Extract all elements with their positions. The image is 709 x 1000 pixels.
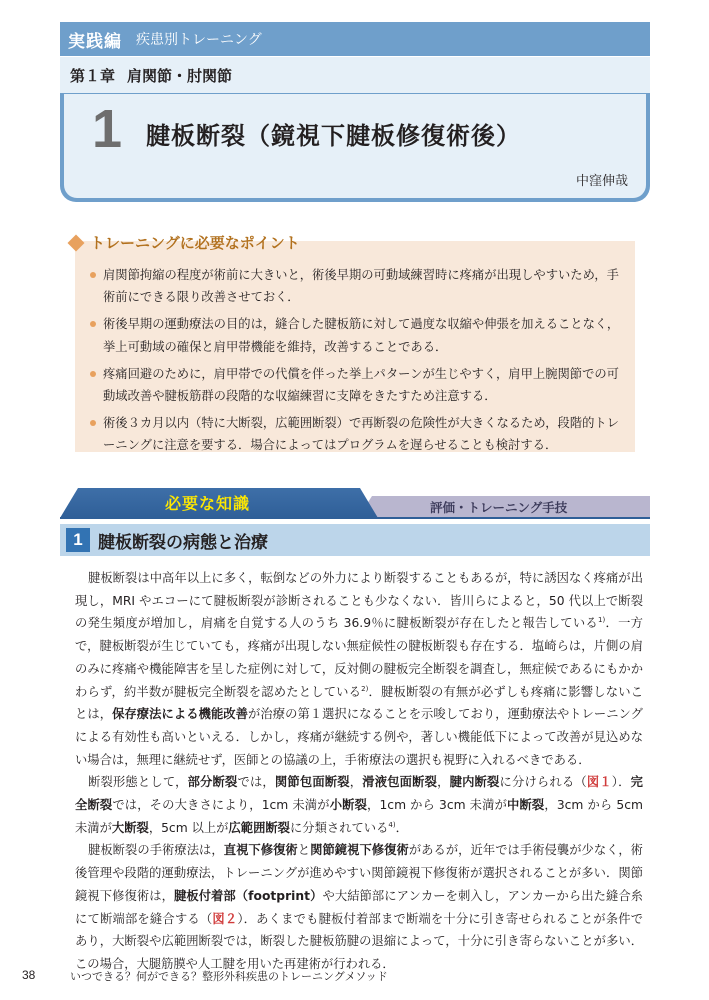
bold-term: 直視下修復術: [223, 843, 298, 858]
paragraph: [75, 771, 643, 839]
text-run: ）．: [611, 775, 631, 790]
text-run: ，1cm から 3cm 未満が: [367, 798, 508, 813]
paragraph: [75, 839, 643, 975]
citation: 2): [361, 684, 369, 693]
points-title: トレーニングに必要なポイント: [90, 234, 300, 252]
list-item: [90, 264, 624, 308]
citation: 1): [598, 616, 606, 625]
section-number: 1: [66, 528, 90, 552]
text-run: 腱板断裂は中高年以上に多く，転倒などの外力により断裂することもあるが，特に誘因なく疼痛が出現し，MRI やエコーにて腱板断裂が診断されることも少なくない．皆川らによると，50 代以上で断裂の発生頻度が増加し，肩痛を自覚する人のうち 36.9％に腱板断裂が存在したと報告している: [75, 571, 643, 631]
points-heading: [70, 232, 300, 253]
text-run: ，5cm 以上が: [148, 820, 229, 835]
text-run: 腱板断裂の手術療法は，: [88, 843, 224, 858]
bullet-icon: [90, 371, 96, 377]
bold-term: 部分断裂: [187, 775, 238, 790]
article-number: 1: [92, 99, 123, 159]
figure-ref[interactable]: 図２: [212, 911, 238, 926]
text-run: ）．あくまでも腱板付着部まで断端を十分に引き寄せられることが条件であり，大断裂や広範囲断裂では，断裂した腱板筋腱の退縮によって，十分に引き寄らないことが多い．この場合，大腿筋膜や人工腱を用いた再建術が行われる．: [75, 911, 643, 971]
list-item: [90, 313, 624, 357]
bullet-icon: [90, 321, 96, 327]
chapter-number: 第１章: [70, 66, 116, 85]
band-right-label: 評価・トレーニング手技: [430, 500, 568, 515]
chapter-header: [60, 22, 650, 202]
text-run: では，その大きさにより，1cm 未満が: [112, 798, 330, 813]
band-left-label: 必要な知識: [165, 494, 251, 513]
section-subtitle: 疾患別トレーニング: [136, 32, 262, 48]
bold-term: 完全断裂: [75, 775, 643, 813]
title-panel: [64, 94, 646, 198]
page-title: 腱板断裂（鏡視下腱板修復術後）: [146, 122, 521, 150]
list-item: [90, 363, 624, 407]
chapter-name: 肩関節・肘関節: [127, 66, 233, 85]
figure-ref[interactable]: 図１: [586, 775, 612, 790]
header-tab: [60, 22, 650, 56]
book-title: いつできる？何ができる？整形外科疾患のトレーニングメソッド: [70, 970, 388, 983]
bold-term: 広範囲断裂: [228, 820, 290, 835]
text-run: ，: [349, 775, 363, 790]
point-text: 術後早期の運動療法の目的は，縫合した腱板筋に対して過度な収縮や伸張を加えることなく，挙上可動域の確保と肩甲帯機能を維持，改善することである．: [103, 317, 620, 354]
bold-term: 中断裂: [507, 798, 545, 813]
page-footer: [22, 968, 388, 984]
bullet-icon: [90, 420, 96, 426]
text-run: ，3cm から 5cm 未満が: [75, 798, 643, 835]
bold-term: 滑液包面断裂: [362, 775, 438, 790]
text-run: ．腱板断裂の有無が必ずしも疼痛に影響しないことは，: [75, 684, 643, 722]
list-item: [90, 412, 624, 456]
citation: 4): [388, 820, 396, 829]
body-text: [75, 567, 643, 976]
bold-term: 保存療法による機能改善: [112, 707, 249, 722]
bullet-icon: [90, 272, 96, 278]
diamond-icon: [68, 234, 85, 251]
author-name: 中窪伸哉: [575, 174, 628, 189]
text-run: では，: [237, 775, 275, 790]
page-number: 38: [22, 968, 36, 982]
knowledge-band: [60, 488, 650, 518]
text-run: ．一方で，腱板断裂が生じていても，疼痛が出現しない無症候性の腱板断裂も存在する．塩崎らは，片側の肩のみに疼痛や機能障害を呈した症例に対して，反対側の腱板完全断裂を調査し，無症候であるにもかかわらず，約半数が腱板完全断裂を認めたとしている: [75, 616, 643, 699]
bold-term: 関節鏡視下修復術: [310, 843, 409, 858]
section-heading: [60, 524, 650, 556]
text-run: が治療の第１選択になることを示唆しており，運動療法やトレーニングによる有効性も高いといえる．しかし，疼痛が継続する例や，著しい機能低下によって改善が見込めない場合は，無理に継続せず，医師との協議の上，手術療法の選択も視野に入れるべきである．: [75, 707, 643, 767]
text-run: ，: [437, 775, 450, 790]
bold-term: 腱内断裂: [449, 775, 500, 790]
paragraph: [75, 567, 643, 771]
section-label: 実践編: [68, 31, 122, 52]
section-title: 腱板断裂の病態と治療: [98, 532, 268, 553]
text-run: に分類されている: [289, 820, 389, 835]
point-text: 肩関節拘縮の程度が術前に大きいと，術後早期の可動域練習時に疼痛が出現しやすいため，手術前にできる限り改善させておく．: [103, 268, 619, 305]
bold-term: 関節包面断裂: [274, 775, 350, 790]
chapter-line: [60, 56, 650, 93]
text-run: 断裂形態として，: [88, 775, 188, 790]
point-text: 術後３カ月以内（特に大断裂，広範囲断裂）で再断裂の危険性が大きくなるため，段階的トレーニングに注意を要する．場合によってはプログラムを遅らせることも検討する．: [103, 416, 619, 453]
bold-term: 腱板付着部（footprint）: [173, 888, 323, 903]
text-run: に分けられる（: [499, 775, 587, 790]
text-run: ．: [395, 820, 408, 835]
text-run: と: [297, 843, 311, 858]
text-run: があるが，近年では手術侵襲が少なく，術後管理や段階的運動療法，トレーニングが進めやすい関節鏡視下修復術が選択されることが多い．関節鏡視下修復術は，: [75, 843, 643, 903]
text-run: や大結節部にアンカーを刺入し，アンカーから出た縫合糸にて断端部を縫合する（: [75, 888, 643, 926]
bold-term: 小断裂: [329, 798, 368, 813]
points-list: [90, 264, 624, 462]
point-text: 疼痛回避のために，肩甲帯での代償を伴った挙上パターンが生じやすく，肩甲上腕関節での可動域改善や腱板筋群の段階的な収縮練習に支障をきたすため注意する．: [103, 366, 619, 404]
bold-term: 大断裂: [111, 820, 149, 835]
